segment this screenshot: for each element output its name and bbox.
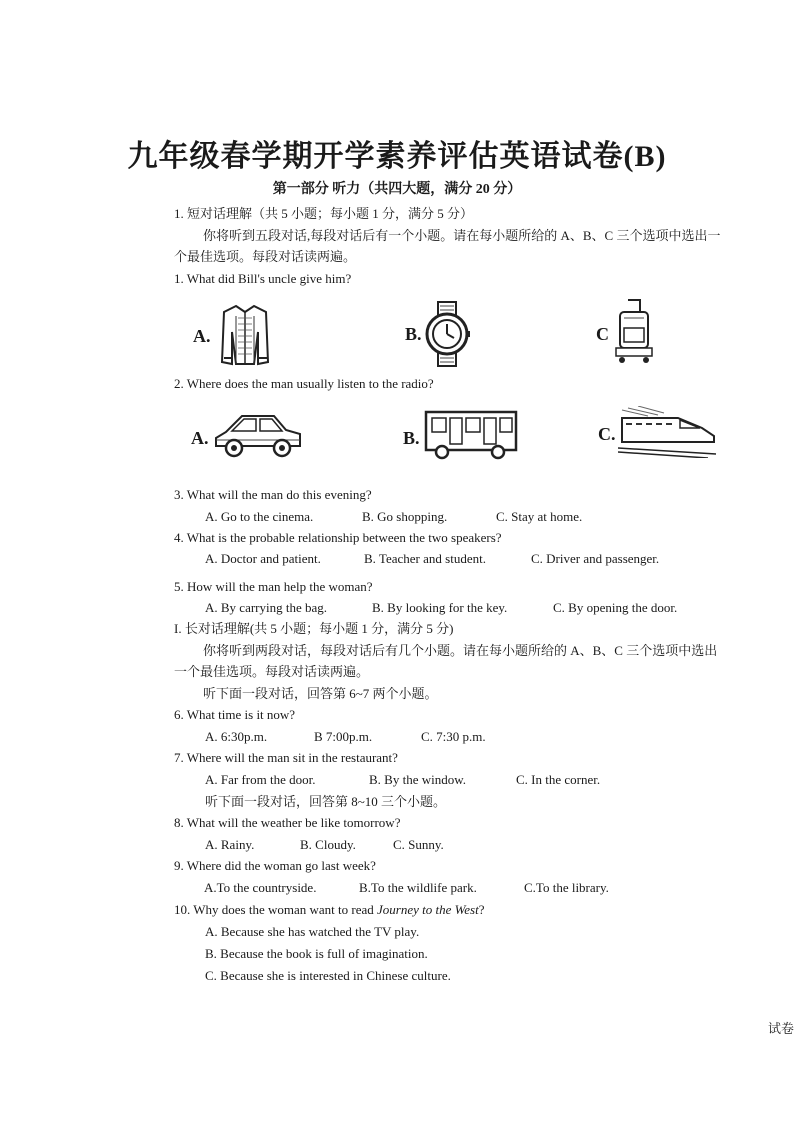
q5-option-b: B. By looking for the key.	[372, 600, 508, 615]
section2-instruction-line1: 你将听到两段对话，每段对话后有几个小题。请在每小题所给的 A、B、C 三个选项中选出	[203, 643, 718, 658]
question-9: 9. Where did the woman go last week?	[174, 858, 376, 873]
q2-option-b-label: B.	[403, 428, 420, 448]
q10-option-b: B. Because the book is full of imagination.	[205, 946, 428, 961]
q5-option-c: C. By opening the door.	[553, 600, 678, 615]
q4-option-a: A. Doctor and patient.	[205, 551, 321, 566]
train-icon	[618, 406, 718, 463]
schoolbag-icon	[612, 298, 656, 369]
watch-icon	[424, 300, 470, 373]
q7-option-b: B. By the window.	[369, 772, 467, 787]
q8-option-a: A. Rainy.	[205, 837, 255, 852]
section2-instruction-line2: 一个最佳选项。每段对话读两遍。	[174, 664, 370, 679]
q3-option-a: A. Go to the cinema.	[205, 509, 314, 524]
question-1: 1. What did Bill's uncle give him?	[174, 271, 352, 286]
question-6: 6. What time is it now?	[174, 707, 296, 722]
q8-option-c: C. Sunny.	[393, 837, 444, 852]
q5-options	[0, 600, 794, 616]
section1-heading: 1. 短对话理解（共 5 小题；每小题 1 分，满分 5 分）	[174, 206, 474, 221]
page-footer-label: 试卷	[767, 1021, 794, 1036]
question-4: 4. What is the probable relationship between the two speakers?	[174, 530, 502, 545]
q3-option-b: B. Go shopping.	[362, 509, 448, 524]
section2-intro-q6-7: 听下面一段对话，回答第 6~7 两个小题。	[203, 686, 438, 701]
question-2: 2. Where does the man usually listen to the radio?	[174, 376, 434, 391]
q1-option-c-label: C	[596, 324, 609, 344]
question-5: 5. How will the man help the woman?	[174, 579, 373, 594]
q4-option-b: B. Teacher and student.	[364, 551, 486, 566]
q6-option-b: B 7:00p.m.	[314, 729, 373, 744]
q3-options	[0, 509, 794, 525]
bus-icon	[424, 408, 520, 465]
section2-intro-q8-10: 听下面一段对话，回答第 8~10 三个小题。	[205, 794, 447, 809]
car-icon	[212, 410, 304, 463]
q2-option-c-label: C.	[598, 424, 616, 444]
section1-instruction-line2: 个最佳选项。每段对话读两遍。	[174, 249, 357, 264]
q9-option-a: A.To the countryside.	[204, 880, 317, 895]
part-one-heading: 第一部分 听力（共四大题，满分 20 分）	[272, 182, 522, 197]
q2-option-a-label: A.	[191, 428, 209, 448]
exam-title: 九年级春学期开学素养评估英语试卷(B)	[127, 140, 667, 173]
q4-options	[0, 551, 794, 567]
q9-option-c: C.To the library.	[524, 880, 609, 895]
section1-instruction-line1: 你将听到五段对话,每段对话后有一个小题。请在每小题所给的 A、B、C 三个选项中选出一	[203, 228, 721, 243]
q1-option-b-label: B.	[405, 324, 422, 344]
q10-option-c: C. Because she is interested in Chinese culture.	[205, 968, 451, 983]
q4-option-c: C. Driver and passenger.	[531, 551, 660, 566]
q6-option-c: C. 7:30 p.m.	[421, 729, 486, 744]
q9-option-b: B.To the wildlife park.	[359, 880, 477, 895]
q9-options	[0, 880, 794, 896]
q6-option-a: A. 6:30p.m.	[205, 729, 268, 744]
q5-option-a: A. By carrying the bag.	[205, 600, 328, 615]
q8-options	[0, 837, 794, 853]
q1-option-a-label: A.	[193, 326, 211, 346]
jacket-icon	[218, 302, 272, 373]
q3-option-c: C. Stay at home.	[496, 509, 583, 524]
q8-option-b: B. Cloudy.	[300, 837, 356, 852]
section2-heading: I. 长对话理解(共 5 小题；每小题 1 分，满分 5 分)	[174, 621, 454, 636]
question-3: 3. What will the man do this evening?	[174, 487, 372, 502]
question-10-book-title: Journey to the West	[377, 902, 479, 917]
question-8: 8. What will the weather be like tomorrow?	[174, 815, 401, 830]
q10-option-a: A. Because she has watched the TV play.	[205, 924, 420, 939]
question-10-text: 10. Why does the woman want to read	[174, 902, 378, 917]
question-7: 7. Where will the man sit in the restaurant?	[174, 750, 398, 765]
q7-option-a: A. Far from the door.	[205, 772, 316, 787]
q7-options	[0, 772, 794, 788]
q6-options	[0, 729, 794, 745]
question-10	[174, 902, 485, 918]
question-10-mark: ?	[478, 902, 485, 917]
q7-option-c: C. In the corner.	[516, 772, 601, 787]
